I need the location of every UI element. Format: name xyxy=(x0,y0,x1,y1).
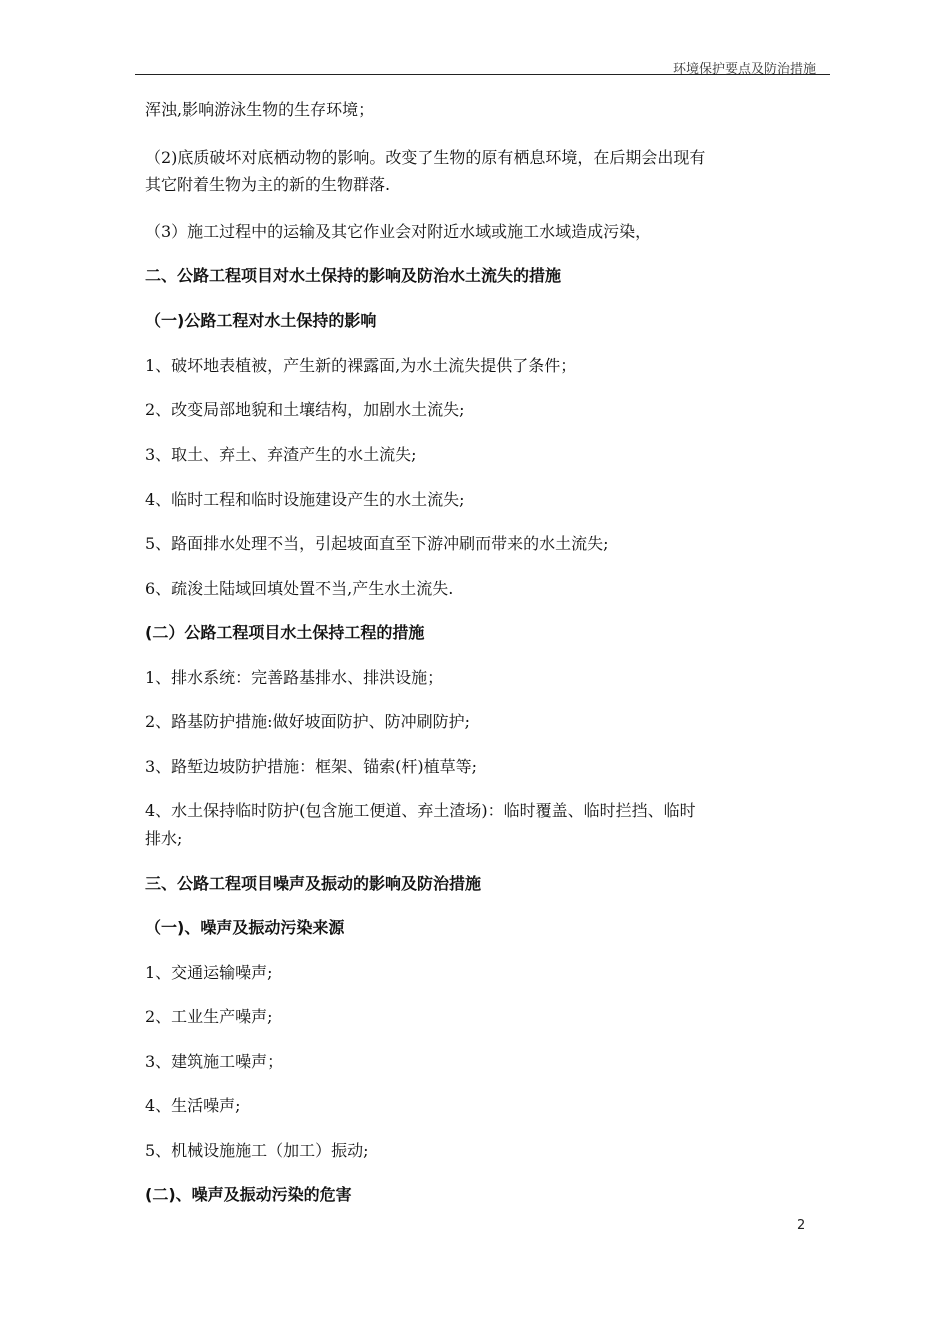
list-item: 5、机械设施施工（加工）振动; xyxy=(145,1141,369,1160)
list-item-continuation: 排水; xyxy=(145,829,183,848)
header-title: 环境保护要点及防治措施 xyxy=(672,62,816,77)
list-item: 6、疏浚土陆域回填处置不当,产生水土流失. xyxy=(145,579,454,598)
list-item: 4、临时工程和临时设施建设产生的水土流失; xyxy=(145,490,465,509)
list-item: 3、取土、弃土、弃渣产生的水土流失; xyxy=(145,445,417,464)
list-item: 4、生活噪声; xyxy=(145,1096,241,1115)
body-line: 其它附着生物为主的新的生物群落. xyxy=(145,175,391,194)
list-item: 2、路基防护措施:做好坡面防护、防冲刷防护; xyxy=(145,712,470,731)
list-item: 2、工业生产噪声; xyxy=(145,1007,273,1026)
list-item: 3、路堑边坡防护措施：框架、锚索(杆)植草等; xyxy=(145,757,478,776)
list-item: 1、排水系统：完善路基排水、排洪设施； xyxy=(145,668,444,687)
list-item: 2、改变局部地貌和土壤结构，加剧水土流失; xyxy=(145,400,465,419)
section-heading: 二、公路工程项目对水土保持的影响及防治水土流失的措施 xyxy=(145,266,562,285)
list-item: 1、交通运输噪声; xyxy=(145,963,273,982)
page-header xyxy=(135,58,830,75)
subsection-heading: (二)、噪声及振动污染的危害 xyxy=(145,1185,352,1204)
page-number: 2 xyxy=(797,1218,806,1233)
body-line: 浑浊,影响游泳生物的生存环境； xyxy=(145,100,375,119)
subsection-heading: （一)公路工程对水土保持的影响 xyxy=(145,311,377,330)
subsection-heading: (二）公路工程项目水土保持工程的措施 xyxy=(145,623,425,642)
list-item: 1、破坏地表植被，产生新的裸露面,为水土流失提供了条件； xyxy=(145,356,577,375)
subsection-heading: （一)、噪声及振动污染来源 xyxy=(145,918,345,937)
list-item: 5、路面排水处理不当，引起坡面直至下游冲刷而带来的水土流失; xyxy=(145,534,609,553)
list-item: 4、水土保持临时防护(包含施工便道、弃土渣场)：临时覆盖、临时拦挡、临时 xyxy=(145,801,696,820)
body-line: （3）施工过程中的运输及其它作业会对附近水域或施工水域造成污染， xyxy=(145,222,652,241)
body-line: （2)底质破坏对底栖动物的影响。改变了生物的原有栖息环境，在后期会出现有 xyxy=(145,148,706,167)
list-item: 3、建筑施工噪声； xyxy=(145,1052,284,1071)
section-heading: 三、公路工程项目噪声及振动的影响及防治措施 xyxy=(145,874,482,893)
